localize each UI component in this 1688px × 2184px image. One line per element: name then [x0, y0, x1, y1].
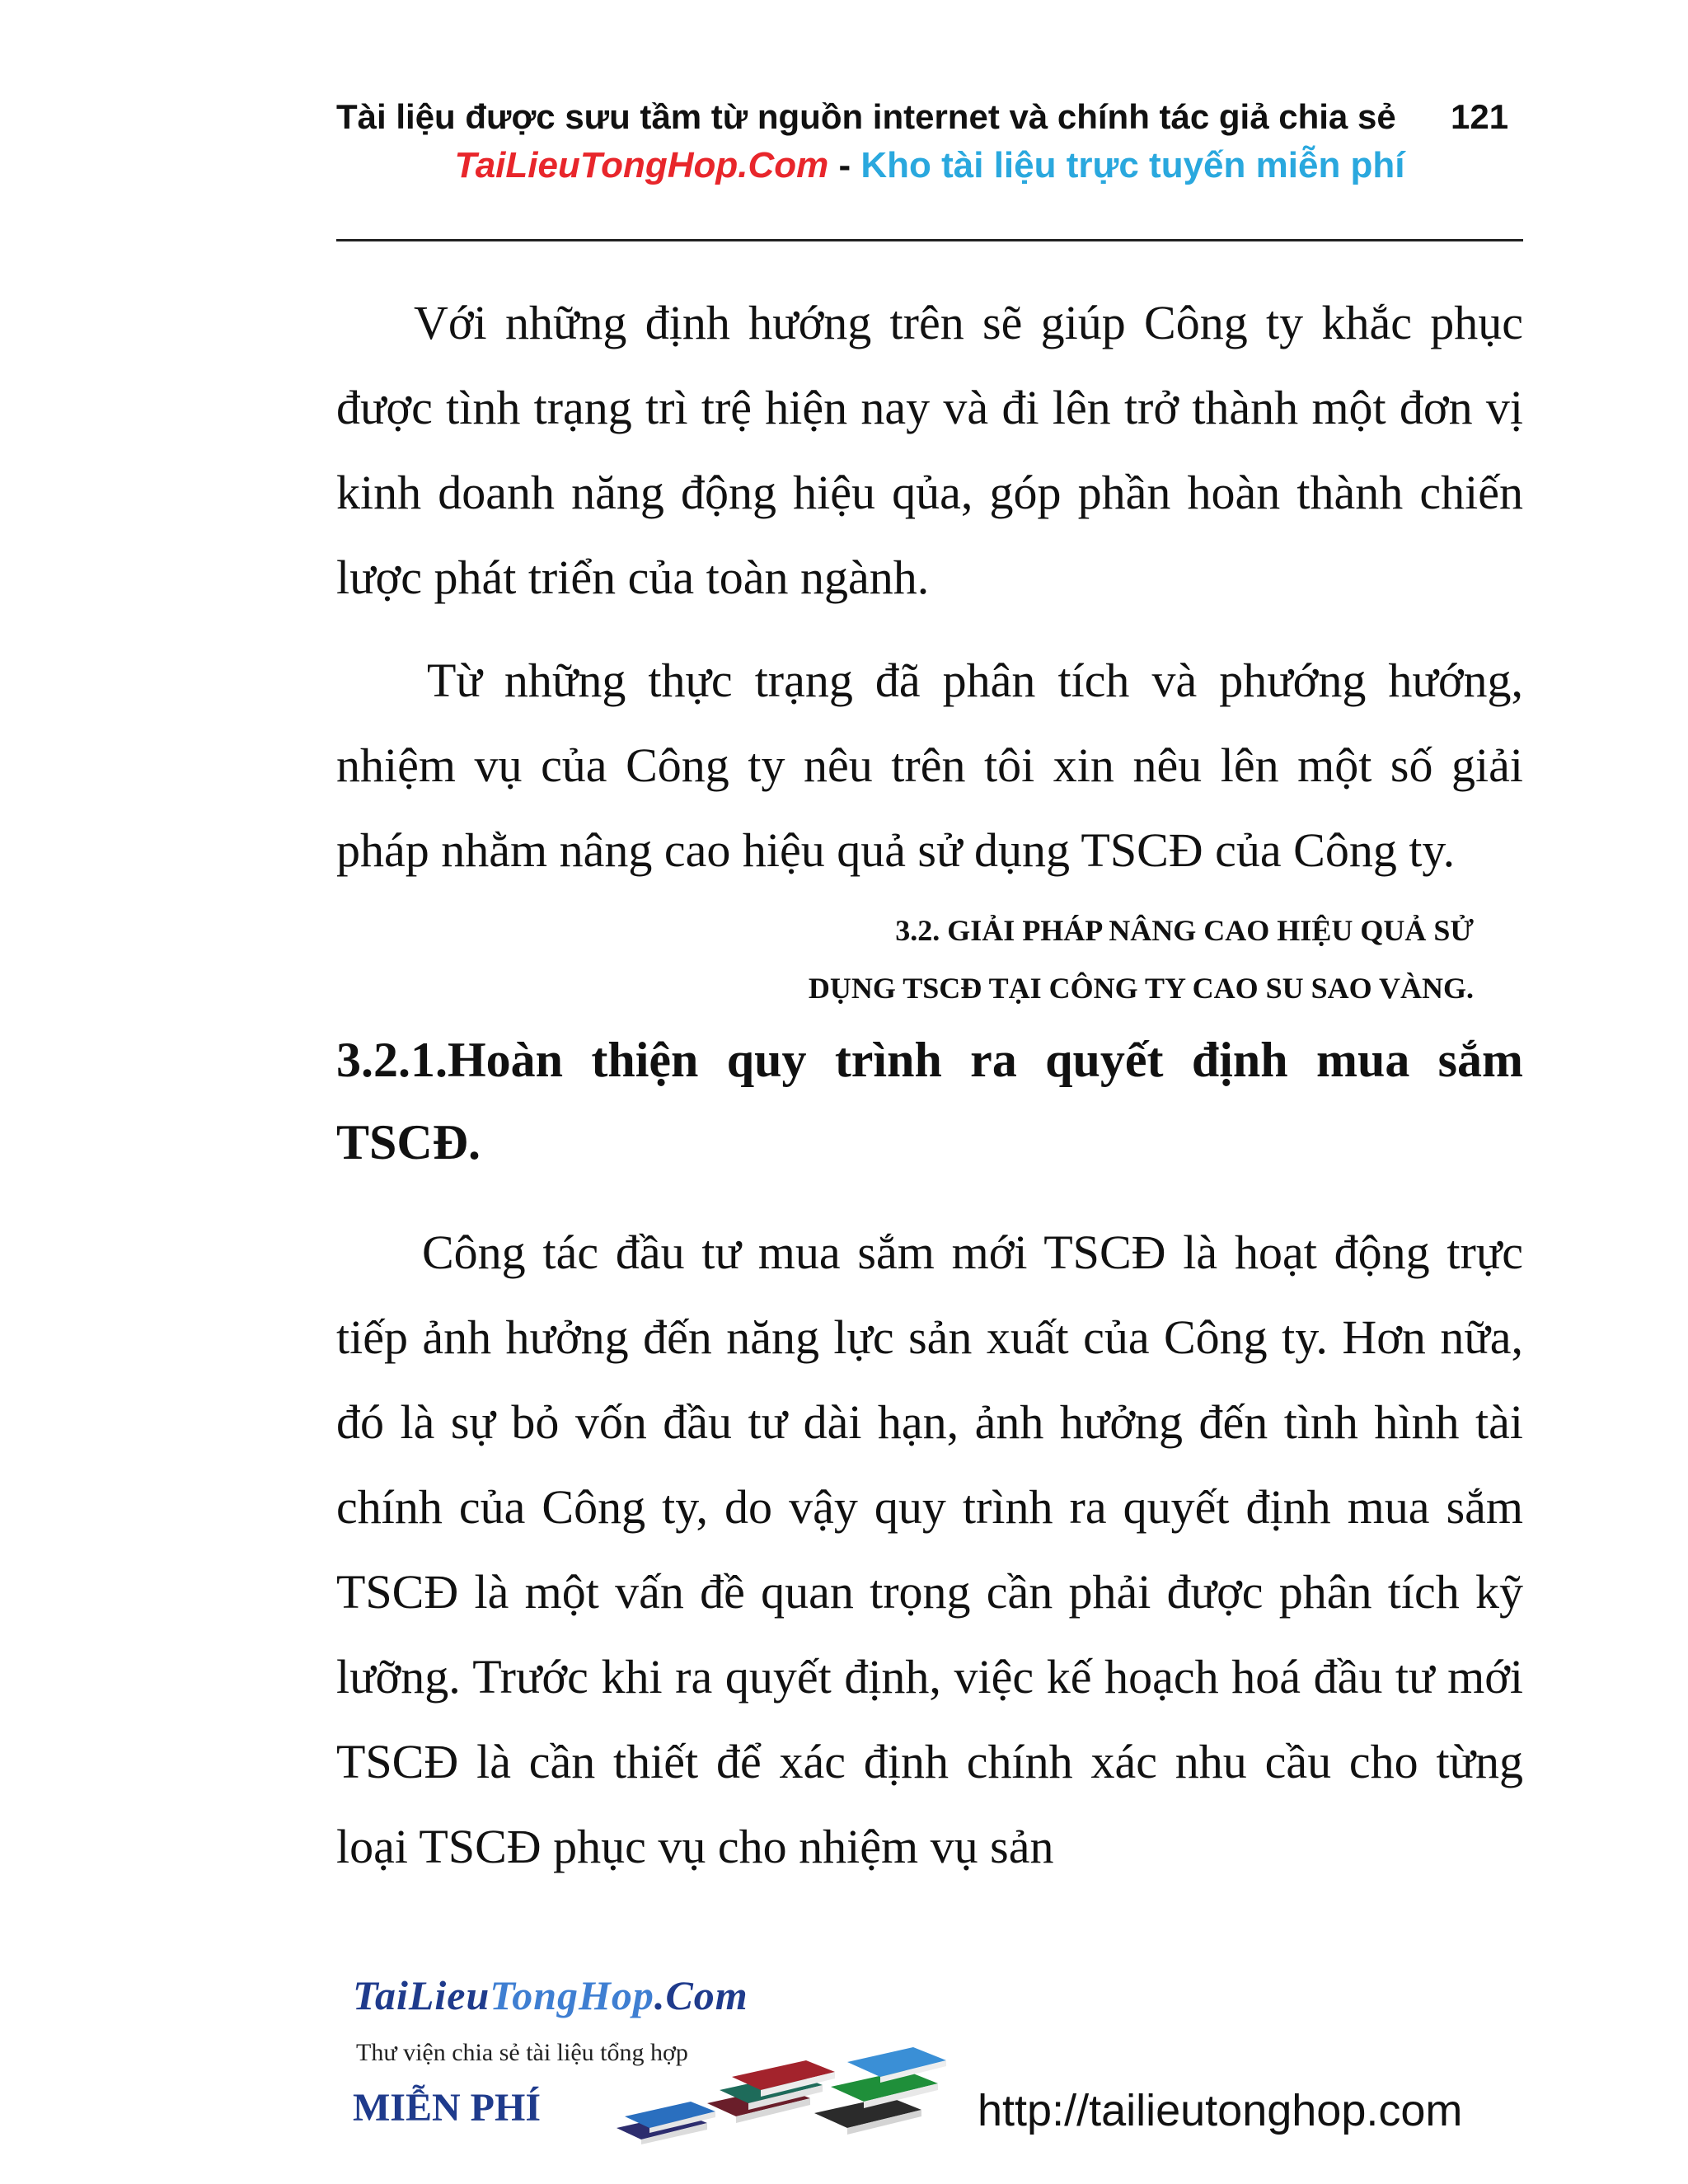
- logo-word-com: .Com: [654, 1972, 748, 2018]
- page-number: 121: [1451, 97, 1509, 136]
- section-heading-line-2: DỤNG TSCĐ TẠI CÔNG TY CAO SU SAO VÀNG.: [808, 972, 1474, 1005]
- section-heading-line-1: 3.2. GIẢI PHÁP NÂNG CAO HIỆU QUẢ SỬ: [895, 914, 1474, 947]
- logo-subtitle: Thư viện chia sẻ tài liệu tổng hợp: [356, 2039, 688, 2066]
- book-stack-right: [814, 2047, 946, 2135]
- logo-wordmark: [353, 1971, 748, 2019]
- section-heading: [336, 902, 1523, 1017]
- paragraph-1: Với những định hướng trên sẽ giúp Công ty khắc phục được tình trạng trì trệ hiện nay và đi lên trở thành một đơn vị kinh doanh năng động hiệu qủa, góp phần hoàn thành chiến lược phát triển của toàn ngành.: [336, 296, 1523, 604]
- header-separator: -: [828, 145, 861, 185]
- book-stack-left: [617, 2102, 715, 2144]
- header-divider: [336, 239, 1523, 241]
- paragraph-3: Công tác đầu tư mua sắm mới TSCĐ là hoạt động trực tiếp ảnh hưởng đến năng lực sản xuất của Công ty. Hơn nữa, đó là sự bỏ vốn đầu tư dài hạn, ảnh hưởng đến tình hình tài chính của Công ty, do vậy quy trình ra quyết định mua sắm TSCĐ là một vấn đề quan trọng cần phải được phân tích kỹ lưỡng. Trước khi ra quyết định, việc kế hoạch hoá đầu tư mới TSCĐ là cần thiết để xác định chính xác nhu cầu cho từng loại TSCĐ phục vụ cho nhiệm vụ sản: [336, 1226, 1523, 1873]
- logo-free-label: MIỄN PHÍ: [353, 2086, 541, 2130]
- paragraph-2: Từ những thực trạng đã phân tích và phướng hướng, nhiệm vụ của Công ty nêu trên tôi xin nêu lên một số giải pháp nhằm nâng cao hiệu quả sử dụng TSCĐ của Công ty.: [336, 654, 1523, 877]
- header-site-line: [336, 145, 1523, 186]
- site-logo[interactable]: [336, 1947, 963, 2144]
- header-tagline: Kho tài liệu trực tuyến miễn phí: [860, 145, 1405, 185]
- logo-word-tailieu: TaiLieu: [353, 1972, 490, 2018]
- logo-word-tonghop: TongHop: [490, 1972, 654, 2018]
- books-icon: [608, 2037, 963, 2144]
- header-source-note: Tài liệu được sưu tầm từ nguồn internet và chính tác giả chia sẻ: [336, 97, 1396, 136]
- subsection-heading: 3.2.1.Hoàn thiện quy trình ra quyết định mua sắm TSCĐ.: [336, 1033, 1523, 1169]
- footer-url-link[interactable]: http://tailieutonghop.com: [978, 2086, 1463, 2135]
- header-site-name[interactable]: TaiLieuTongHop.Com: [454, 145, 829, 185]
